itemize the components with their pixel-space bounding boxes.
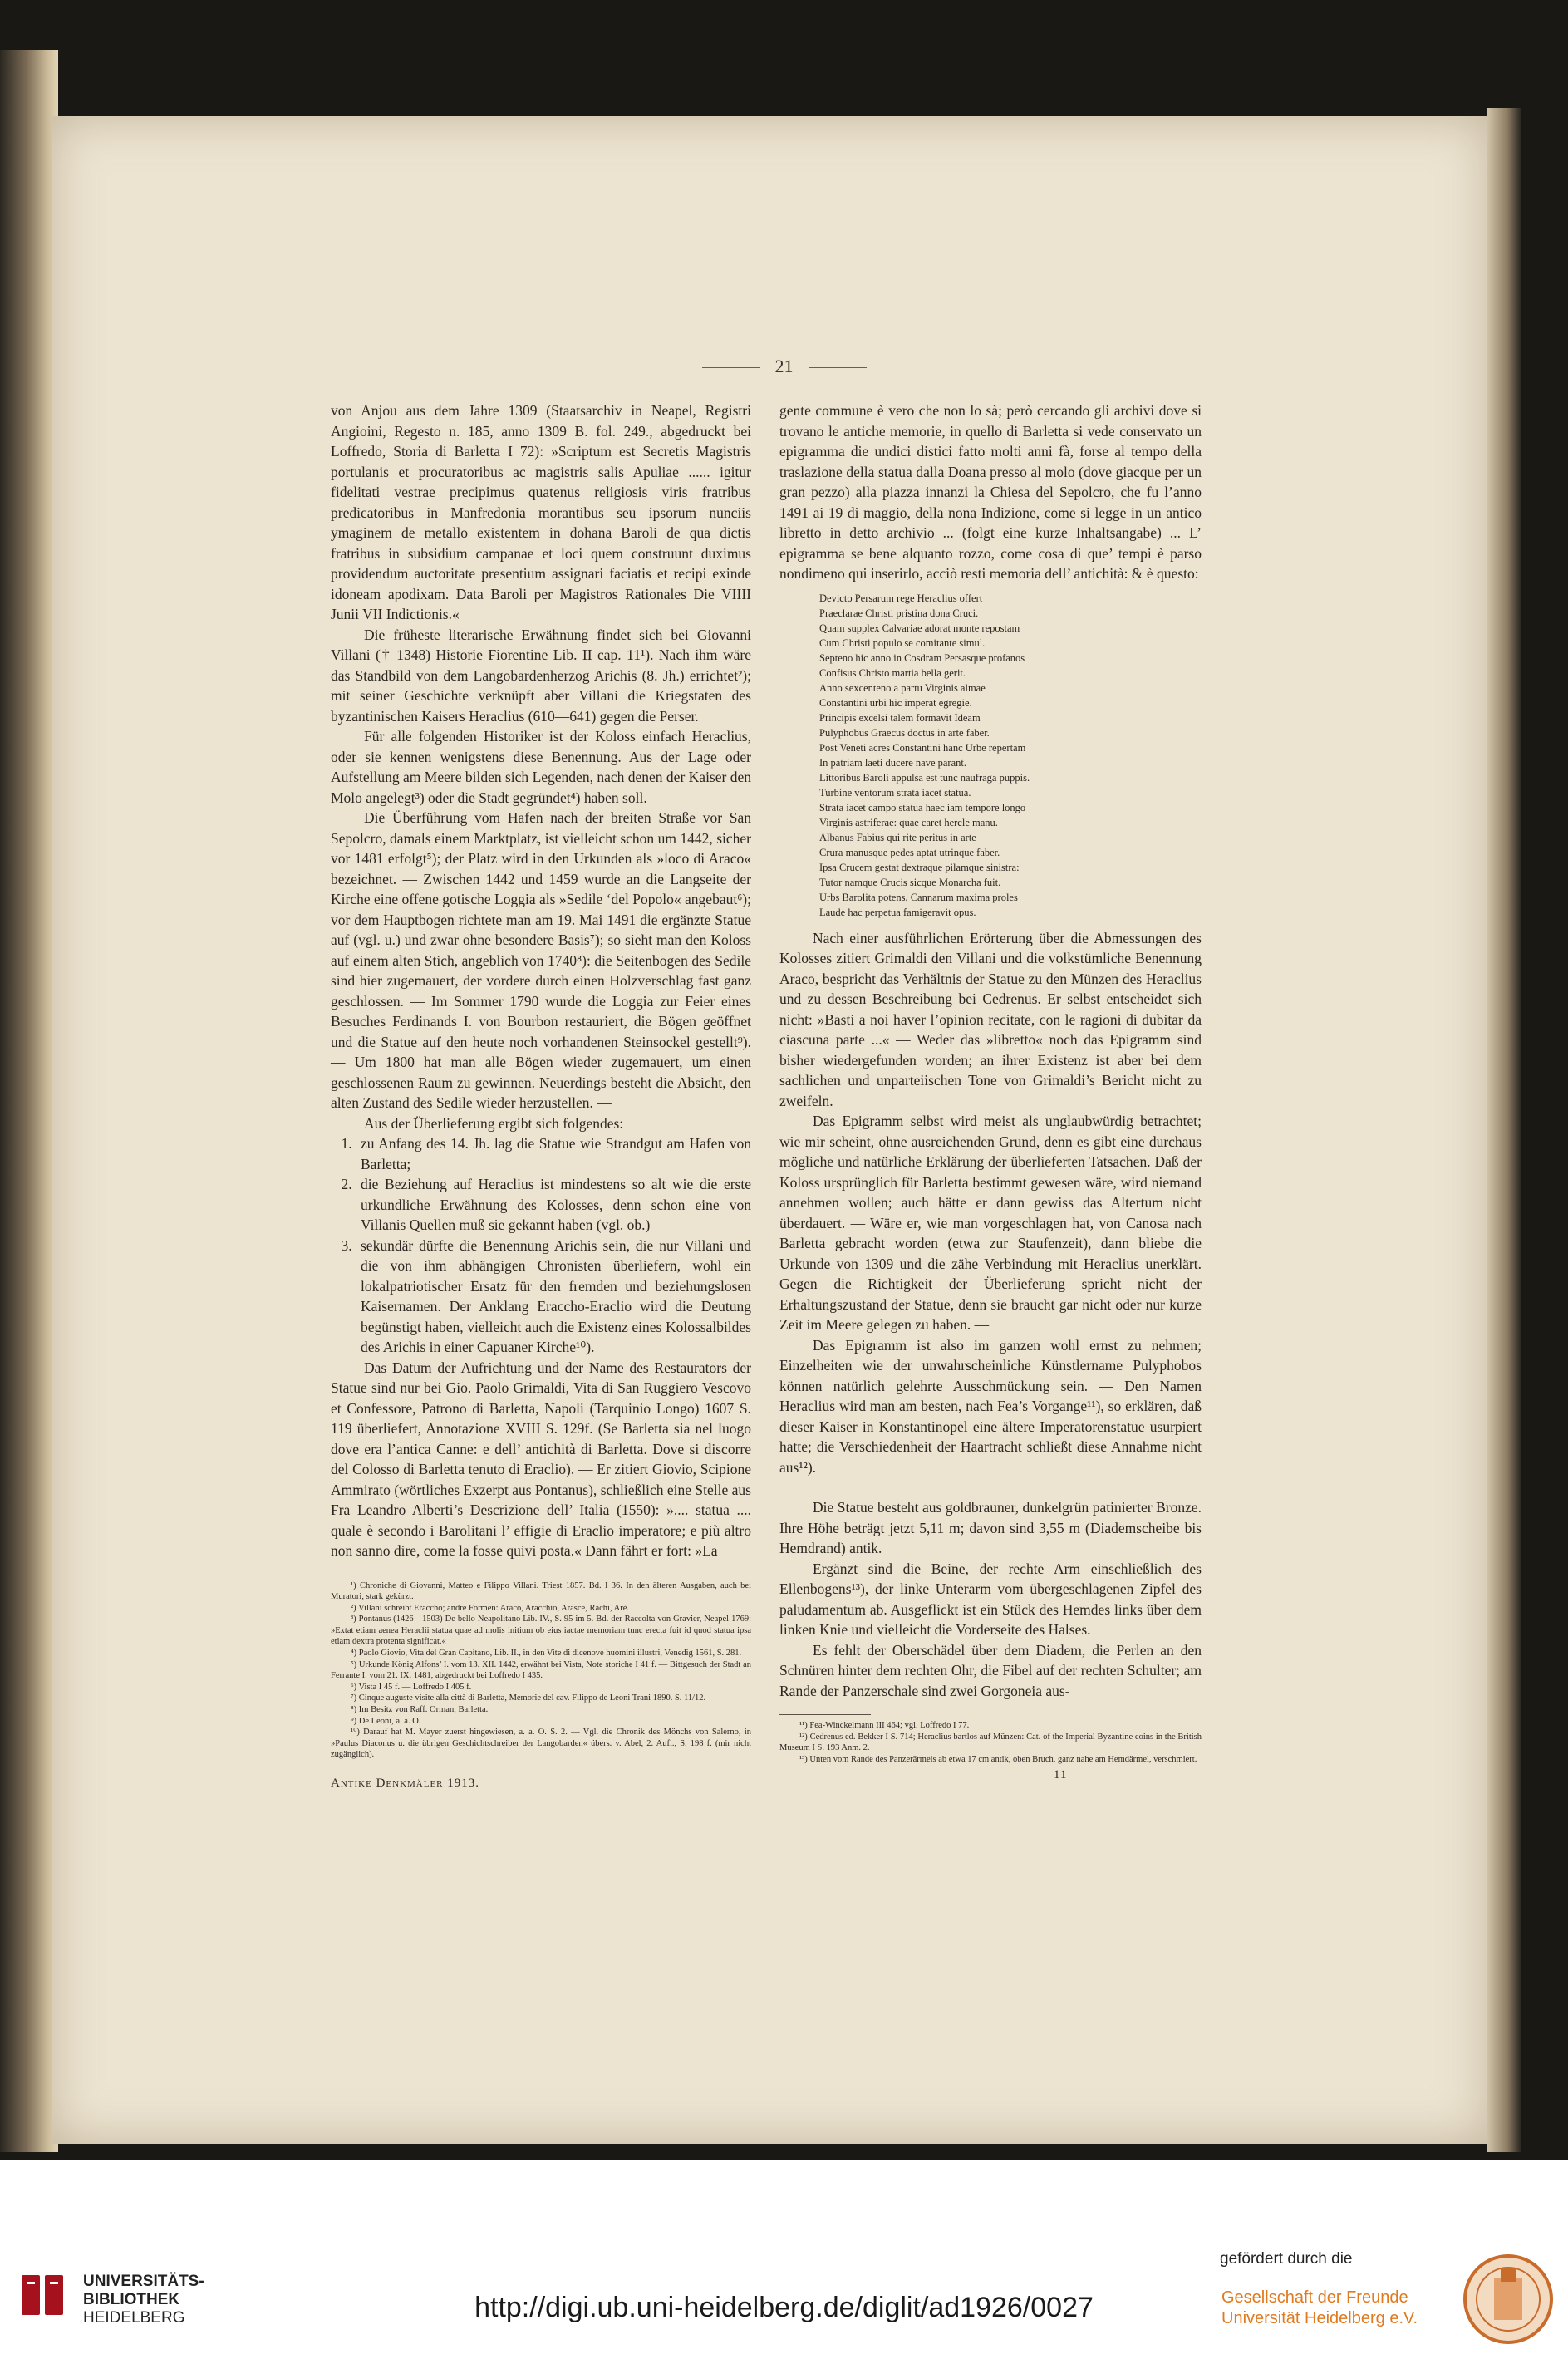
page-number: 21	[774, 356, 794, 376]
sponsor-text: gefördert durch die	[1220, 2250, 1353, 2268]
header-rule-left	[702, 367, 760, 368]
paragraph: Die früheste literarische Erwähnung findet sich bei Giovanni Villani († 1348) Historie Fiorentine Lib. II cap. 11¹). Nach ihm wäre das Standbild von dem Langobardenherzog Arichis (8. Jh.) errichtet²); mit seiner Geschichte verknüpft aber Villani die Kriegstaten des byzantinischen Kaisers Heraclius (610—641) gegen die Perser.	[331, 626, 751, 725]
paragraph: Aus der Überlieferung ergibt sich folgendes:	[364, 1114, 624, 1132]
paragraph: Das Epigramm selbst wird meist als unglaubwürdig betrachtet; wie mir scheint, ohne ausreichenden Grund, denn es gibt eine durchaus mögliche und natürliche Erklärung der überlieferten Tatsachen. Daß der Koloss ursprünglich für Barletta bestimmt gewesen wäre, wird niemand annehmen wollen; auch hätte er dann gewiss das Altertum nicht überdauert. — Wäre er, wie man vorgeschlagen hat, von Canosa nach Barletta gebracht worden (etwa zur Staufenzeit), dann bliebe die Urkunde von 1309 und die zähe Verbindung mit Heraclius unerklärt. Gegen die Richtigkeit der Überlieferung spricht nicht der Erhaltungszustand der Statue, denn sie braucht gar nicht oder nur kurze Zeit im Meere gelegen zu haben. —	[779, 1113, 1202, 1333]
epigram-line: Tutor namque Crucis sicque Monarcha fuit.	[819, 876, 1001, 888]
list-item: 2. die Beziehung auf Heraclius ist mindestens so alt wie die erste urkundliche Erwähnung des Kolosses, denn schon eine von Villanis Quellen muß sie gekannt haben (vgl. ob.)	[356, 1174, 751, 1236]
right-column	[779, 401, 1202, 1765]
footnote: ¹) Chroniche di Giovanni, Matteo e Filippo Villani. Triest 1857. Bd. I 36. In den älteren Ausgaben, auch bei Muratori, stark gekürzt.	[331, 1580, 751, 1602]
epigram-line: Constantini urbi hic imperat egregie.	[819, 696, 972, 709]
footnote: ⁵) Urkunde König Alfons’ I. vom 13. XII. 1442, erwähnt bei Vista, Note storiche I 41 f. — Bittgesuch der Stadt an Ferrante I. vom 21. IX. 1481, abgedruckt bei Loffredo I 435.	[331, 1659, 751, 1681]
permalink-url[interactable]: http://digi.ub.uni-heidelberg.de/diglit/ad1926/0027	[474, 2292, 1094, 2323]
page-edge	[1487, 108, 1521, 2152]
paragraph: Das Datum der Aufrichtung und der Name des Restaurators der Statue sind nur bei Gio. Paolo Grimaldi, Vita di San Ruggiero Vescovo et Confessore, Patrono di Barletta, Napoli (Tarquinio Longo) 1607 S. 119 überliefert, Annotazione XVIII S. 129f. (Se Barletta sia nel luogo dove era l’antica Canne: e dell’ antichità di Barletta. Dove si discorre del Colosso di Barletta tenuto di Eraclio). — Er zitiert Giovio, Scipione Ammirato (wörtliches Exzerpt aus Pontanus), schließlich eine Stelle aus Fra Leandro Alberti’s Descrizione dell’ Italia (1550): ».... statua .... quale è secondo i Barolitani l’ effigie di Eraclio imperatore; e più altro non sanno dire, come la fosse quivi posta.« Dann fährt er fort: »La	[331, 1359, 751, 1559]
footnote: ³) Pontanus (1426—1503) De bello Neapolitano Lib. IV., S. 95 im 5. Bd. der Raccolta von Gravier, Neapel 1769: »Extat etiam aenea Heraclii statua quae ad molis initium ob eius iactae memoriam tunc erecta fuit id quod statua ipsa etiam dextra protenta significat.«	[331, 1615, 751, 1647]
epigram-line: Littoribus Baroli appulsa est tunc naufraga puppis.	[819, 771, 1030, 784]
epigram-line: Principis excelsi talem formavit Ideam	[819, 711, 981, 724]
list-item: 3. sekundär dürfte die Benennung Arichis sein, die nur Villani und die von ihm abhängigen Chronisten überliefern, wohl ein lokalpatriotischer Ersatz für den fremden und beziehungslosen Kaisernamen. Der Anklang Eraccho-Eraclio wird die Deutung begünstigt haben, vielleicht auch die Existenz eines Kolossalbildes des Arichis in einer Capuaner Kirche¹⁰).	[356, 1236, 751, 1358]
library-line2: BIBLIOTHEK	[83, 2291, 180, 2308]
paragraph: Die Statue besteht aus goldbrauner, dunkelgrün patinierter Bronze. Ihre Höhe beträgt jetzt 5,11 m; davon sind 3,55 m (Diademscheibe bis Hemdrand) antik.	[779, 1499, 1202, 1556]
header-rule-right	[809, 367, 867, 368]
footnote: ¹¹) Fea-Winckelmann III 464; vgl. Loffredo I 77.	[799, 1721, 970, 1730]
epigram-line: In patriam laeti ducere nave parant.	[819, 756, 966, 769]
paragraph-gap	[779, 1477, 1202, 1497]
paragraph: von Anjou aus dem Jahre 1309 (Staatsarchiv in Neapel, Registri Angioini, Regesto n. 185, anno 1309 B. fol. 249., abgedruckt bei Loffredo, Storia di Barletta I 72): »Scriptum est Secretis Magistris portulanis et procuratoribus ac magistris salis Apuliae ...... igitur fidelitati vestrae precipimus quatenus religiosis viris fratribus predicatoribus in Manfredonia morantibus seu ipsorum nunciis ymaginem de metallo existentem in dohana Baroli de qua dictis fratribus in subsidium campanae et loci quem construunt duximus providendum auctoritate presentium assignari faciatis et recipi exinde idoneam apodixam. Data Baroli per Magistros Rationales Die VIIII Junii VII Indictionis.«	[331, 402, 751, 622]
left-column	[331, 401, 751, 1761]
epigram-line: Urbs Barolita potens, Cannarum maxima proles	[819, 891, 1018, 903]
paragraph: Für alle folgenden Historiker ist der Koloss einfach Heraclius, oder sie kennen wenigstens diese Benennung. Aus der Lage oder Aufstellung am Meere bilden sich Legenden, nach denen der Kaiser den Molo angelegt³) oder die Stadt gegründet⁴) haben soll.	[331, 728, 751, 806]
footnote: ⁴) Paolo Giovio, Vita del Gran Capitano, Lib. II., in den Vite di dicenove huomini illustri, Venedig 1561, S. 281.	[351, 1649, 742, 1659]
paragraph: gente commune è vero che non lo sà; però cercando gli archivi dove si trovano le antiche memorie, in quello di Barletta si vede conservato un epigramma die undici distici fatto molti anni fà, forse al tempo della traslazione della statua dalla Doana presso al molo (dove giacque per un gran pezzo) alla piazza innanzi la Chiesa del Sepolcro, che fu l’anno 1491 ai 19 di maggio, della nona Indizione, come si legge in un antico libretto in detto archivio ... (folgt eine kurze Inhaltsangabe) ... L’ epigramma se bene alquanto rozzo, come cosa di que’ tempi è parso nondimeno qui inserirlo, acciò resti memoria dell’ antichità: & è questo:	[779, 402, 1202, 582]
paragraph: Die Überführung vom Hafen nach der breiten Straße vor San Sepolcro, damals einem Marktplatz, ist vielleicht schon um 1442, sicher vor 1481 erfolgt⁵); der Platz wird in den Urkunden als »loco di Araco« bezeichnet. — Zwischen 1442 und 1459 wurde an die Langseite der Kirche eine offene gotische Loggia als »Sedile ‘del Popolo« angebaut⁶); vor dem Hauptbogen richtete man am 19. Mai 1491 die ergänzte Statue auf (vgl. u.) und zwar ohne besondere Basis⁷); so sieht man den Koloss auf einem alten Stich, angeblich von 1740⁸): die Seitenbogen des Sedile sind hier zugemauert, der vordere durch einen Holzverschlag fast ganz geschlossen. — Im Sommer 1790 wurde die Loggia zur Feier eines Besuches Ferdinands I. von Bourbon restauriert, die Bögen geöffnet und die Statue auf den heute noch vorhandenen Steinsockel gestellt⁹). — Um 1800 hat man alle Bögen wieder zugemauert, um einen geschlossenen Raum zu gewinnen. Neuerdings besteht die Absicht, den alten Zustand des Sedile wieder herzustellen. —	[331, 809, 751, 1111]
epigram-line: Anno sexcenteno a partu Virginis almae	[819, 681, 986, 694]
epigram	[819, 591, 1202, 920]
footnote: ²) Villani schreibt Eraccho; andre Formen: Araco, Aracchio, Arasce, Rachi, Arè.	[351, 1603, 629, 1613]
footnote: ¹⁰) Darauf hat M. Mayer zuerst hingewiesen, a. a. O. S. 2. — Vgl. die Chronik des Mönchs von Salerno, in »Paulus Diaconus u. die übrigen Geschichtschreiber der Langobarden« übers. v. Abel, 2. Aufl., S. 198 f. (mir nicht zugänglich).	[331, 1728, 751, 1760]
society-name[interactable]	[1221, 2288, 1418, 2329]
library-line3: HEIDELBERG	[83, 2309, 185, 2327]
page-header	[0, 356, 1568, 389]
footnote: ¹³) Unten vom Rande des Panzerärmels ab etwa 17 cm antik, oben Bruch, ganz nahe am Hemdärmel, verschmiert.	[799, 1754, 1197, 1764]
epigram-line: Strata iacet campo statua haec iam tempore longo	[819, 801, 1026, 813]
epigram-line: Ipsa Crucem gestat dextraque pilamque sinistra:	[819, 861, 1020, 873]
footnotes	[331, 1580, 751, 1762]
epigram-line: Post Veneti acres Constantini hanc Urbe repertam	[819, 741, 1026, 754]
university-seal-icon	[1462, 2244, 1554, 2356]
epigram-line: Albanus Fabius qui rite peritus in arte	[819, 831, 976, 843]
paragraph: Nach einer ausführlichen Erörterung über die Abmessungen des Kolosses zitiert Grimaldi den Villani und die volkstümliche Benennung Araco, bespricht das Verhältnis der Statue zu den Münzen des Heraclius und zu dessen Beschreibung bei Cedrenus. Er selbst entscheidet sich nicht: »Basti a noi haver l’opinion recitate, con le ragioni di dubitar da ciascuna parte ...« — Weder das »libretto« noch das Epigramm sind bisher wiedergefunden worden; an ihrer Existenz ist aber bei dem sachlichen und unparteiischen Tone von Grimaldi’s Bericht nicht zu zweifeln.	[779, 929, 1202, 1109]
footnotes	[779, 1720, 1202, 1765]
book-page	[52, 116, 1489, 2144]
epigram-line: Confisus Christo martia bella gerit.	[819, 666, 966, 679]
footnote: ⁶) Vista I 45 f. — Loffredo I 405 f.	[351, 1682, 472, 1692]
epigram-line: Praeclarae Christi pristina dona Cruci.	[819, 607, 979, 619]
numbered-list	[331, 1133, 751, 1358]
society-line2: Universität Heidelberg e.V.	[1221, 2309, 1418, 2327]
footnote: ¹²) Cedrenus ed. Bekker I S. 714; Heraclius bartlos auf Münzen: Cat. of the Imperial Byzantine coins in the British Museum I S. 193 Anm. 2.	[779, 1732, 1202, 1753]
epigram-line: Turbine ventorum strata iacet statua.	[819, 786, 971, 799]
paragraph: Ergänzt sind die Beine, der rechte Arm einschließlich des Ellenbogens¹³), der linke Unterarm vom übergeschlagenen Zipfel des paludamentum ab. Ausgeflickt ist ein Stück des Hemdes links über dem linken Knie und vielleicht die Vorderseite des Halses.	[779, 1560, 1202, 1638]
epigram-line: Laude hac perpetua famigeravit opus.	[819, 906, 976, 918]
footnote: ⁸) Im Besitz von Raff. Orman, Barletta.	[351, 1705, 489, 1715]
epigram-line: Cum Christi populo se comitante simul.	[819, 636, 986, 649]
list-item: 1. zu Anfang des 14. Jh. lag die Statue wie Strandgut am Hafen von Barletta;	[356, 1133, 751, 1174]
epigram-line: Quam supplex Calvariae adorat monte repostam	[819, 622, 1020, 634]
epigram-line: Septeno hic anno in Cosdram Persasque profanos	[819, 651, 1025, 664]
society-line1: Gesellschaft der Freunde	[1221, 2288, 1408, 2307]
paragraph: Es fehlt der Oberschädel über dem Diadem, die Perlen an den Schnüren hinter dem rechten Ohr, die Fibel auf der rechten Schulter; am Rande der Panzerschale sind zwei Gorgoneia aus-	[779, 1641, 1202, 1699]
footnote-rule	[779, 1714, 871, 1715]
footnote: ⁹) De Leoni, a. a. O.	[351, 1716, 421, 1726]
paragraph: Das Epigramm ist also im ganzen wohl ernst zu nehmen; Einzelheiten wie der unwahrscheinliche Künstlername Pulyphobos können natürlich gelehrte Ausschmückung sein. — Den Namen Heraclius wird man am besten, nach Fea’s Vorgange¹¹), so erklären, daß dieser Kaiser in Konstantinopel eine ältere Imperatorenstatue usurpiert hatte; die Verschiedenheit der Haartracht schließt diese Annahme nicht aus¹²).	[779, 1336, 1202, 1476]
epigram-line: Virginis astriferae: quae caret hercle manu.	[819, 816, 998, 828]
signature-left: Antike Denkmäler 1913.	[331, 1777, 480, 1790]
library-line1: UNIVERSITÄTS-	[83, 2273, 204, 2290]
footnote: ⁷) Cinque auguste visite alla città di Barletta, Memorie del cav. Filippo de Leoni Trani 1890. S. 11/12.	[351, 1693, 706, 1703]
epigram-line: Devicto Persarum rege Heraclius offert	[819, 592, 983, 604]
epigram-line: Pulyphobus Graecus doctus in arte faber.	[819, 726, 990, 739]
epigram-line: Crura manusque pedes aptat utrinque faber.	[819, 846, 1000, 858]
signature-right: 11	[1054, 1768, 1068, 1782]
